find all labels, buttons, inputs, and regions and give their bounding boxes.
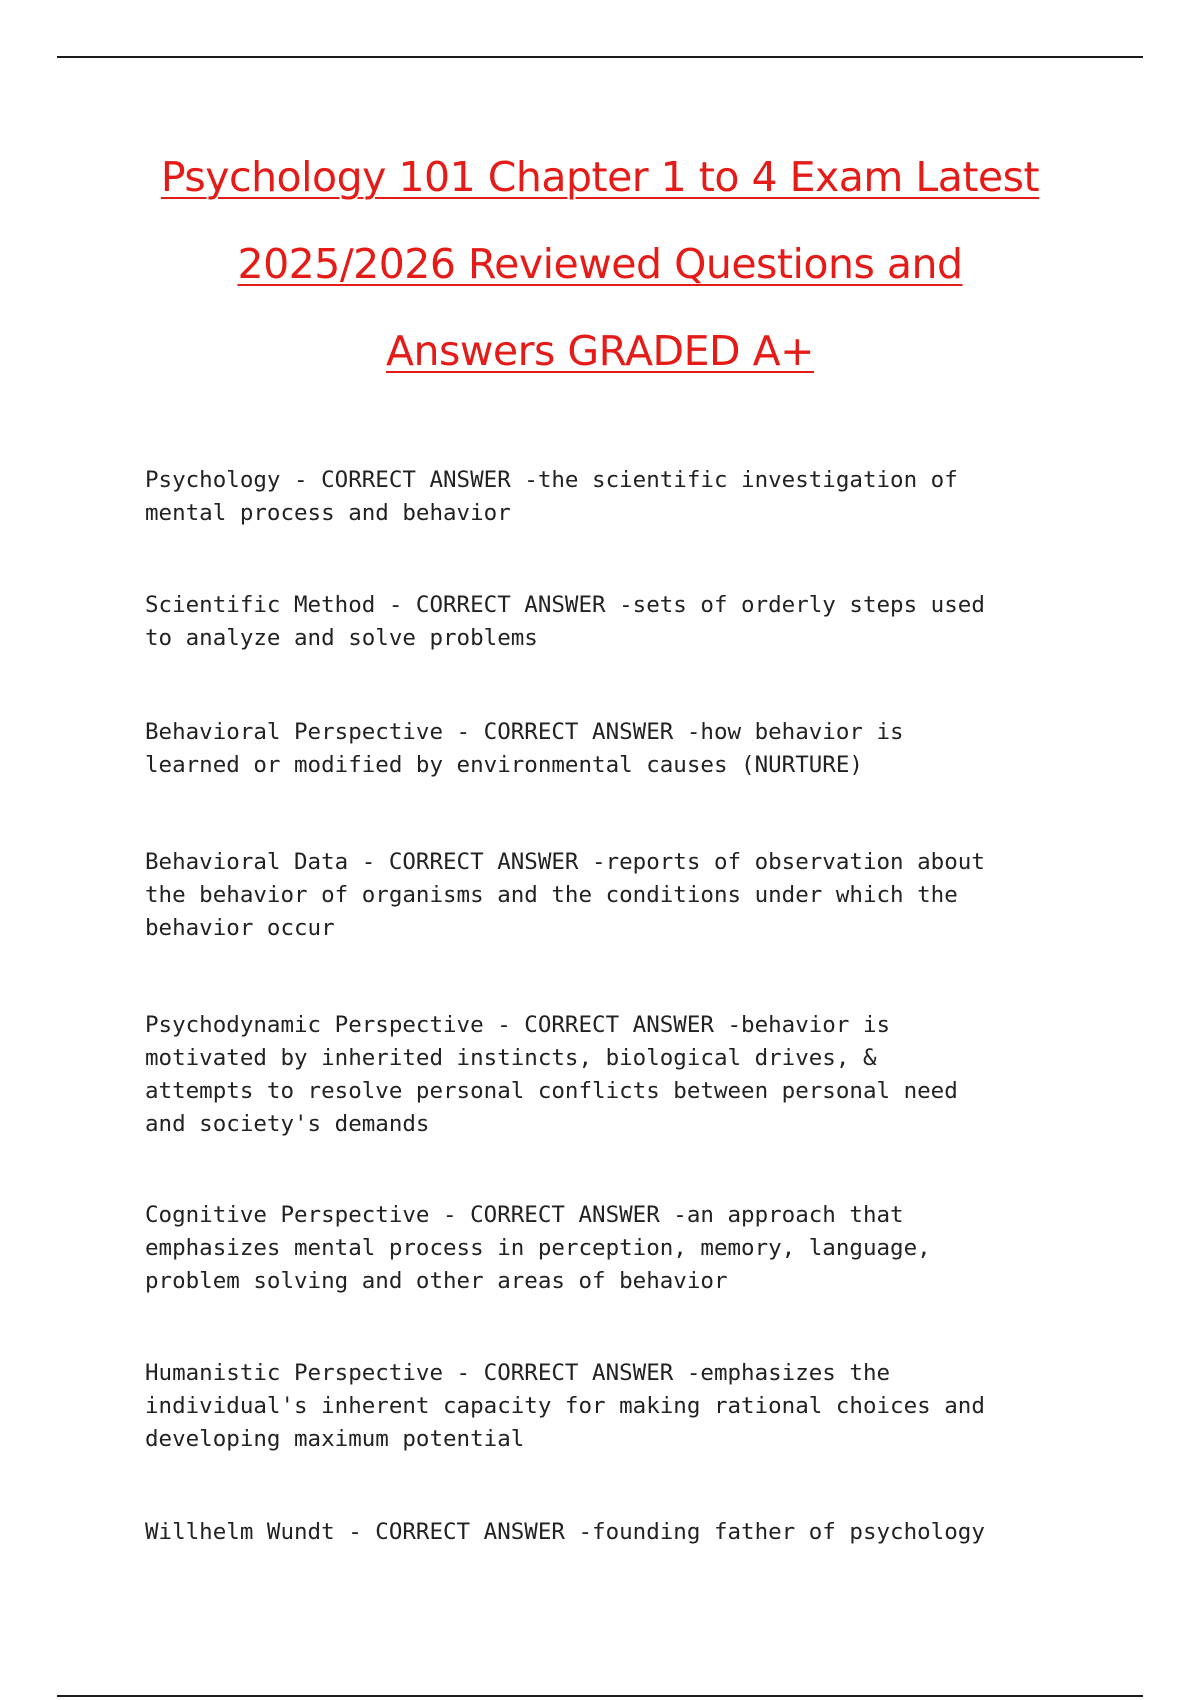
qa-entry: Behavioral Perspective - CORRECT ANSWER -how behavior is learned or modified by environmental causes (NURTURE) bbox=[145, 719, 904, 778]
title-line-3: Answers GRADED A+ bbox=[385, 327, 815, 375]
title-line-1: Psychology 101 Chapter 1 to 4 Exam Latest bbox=[160, 153, 1040, 201]
qa-entry: Psychology - CORRECT ANSWER -the scientific investigation of mental process and behavior bbox=[145, 467, 958, 526]
document-title bbox=[120, 134, 1080, 395]
footer-rule bbox=[57, 1695, 1143, 1697]
qa-entry: Scientific Method - CORRECT ANSWER -sets of orderly steps used to analyze and solve problems bbox=[145, 592, 985, 651]
qa-entry: Humanistic Perspective - CORRECT ANSWER -emphasizes the individual's inherent capacity for making rational choices and developing maximum potential bbox=[145, 1360, 985, 1452]
header-rule bbox=[57, 56, 1143, 58]
qa-entry: Cognitive Perspective - CORRECT ANSWER -an approach that emphasizes mental process in perception, memory, language, problem solving and other areas of behavior bbox=[145, 1202, 931, 1294]
qa-entry: Psychodynamic Perspective - CORRECT ANSWER -behavior is motivated by inherited instincts, biological drives, & attempts to resolve personal conflicts between personal need and society's demands bbox=[145, 1012, 958, 1137]
qa-entry: Willhelm Wundt - CORRECT ANSWER -founding father of psychology bbox=[145, 1519, 985, 1545]
title-line-2: 2025/2026 Reviewed Questions and bbox=[237, 240, 963, 288]
qa-entry: Behavioral Data - CORRECT ANSWER -reports of observation about the behavior of organisms and the conditions under which the behavior occur bbox=[145, 849, 985, 941]
